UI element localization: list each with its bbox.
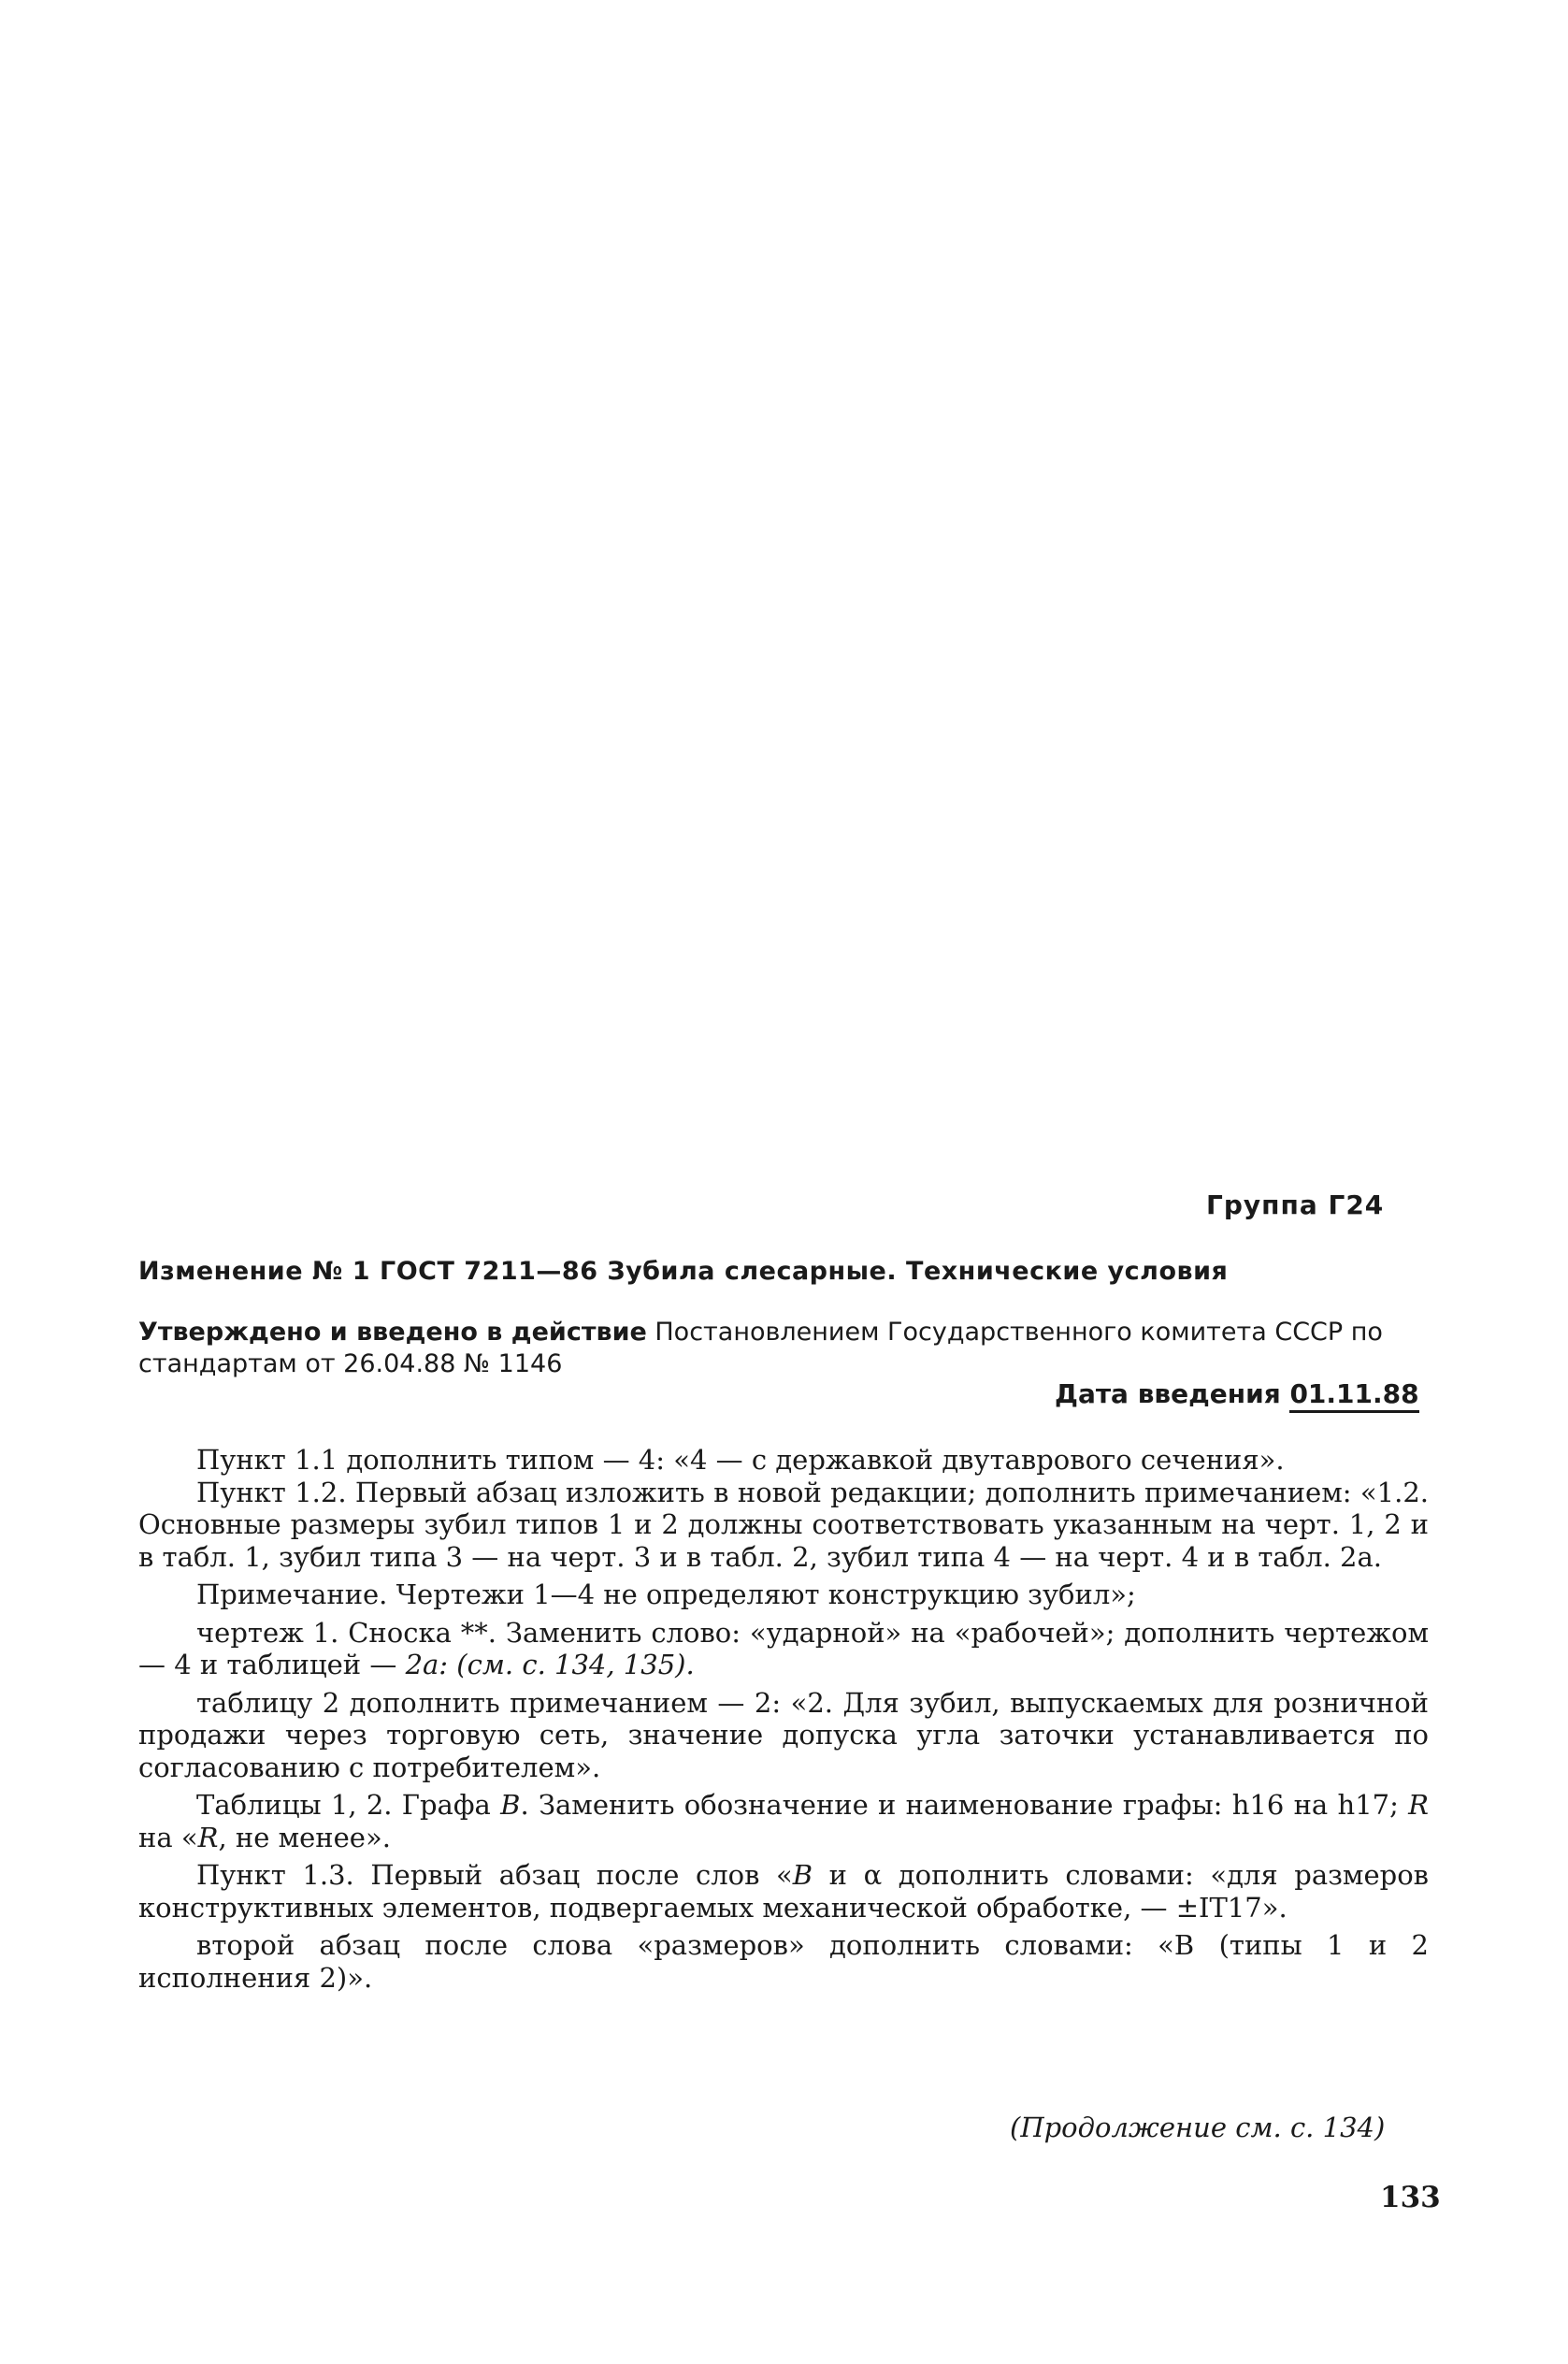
paragraph-6-c: . Заменить обозначение и наименование графы: h16 на h17; xyxy=(520,1789,1409,1821)
paragraph-8: второй абзац после слова «размеров» дополнить словами: «В (типы 1 и 2 исполнения 2)». xyxy=(138,1929,1429,1994)
paragraph-6-b: В xyxy=(500,1789,521,1821)
paragraph-3: Примечание. Чертежи 1—4 не определяют конструкцию зубил»; xyxy=(196,1578,1136,1610)
paragraph-2: Пункт 1.2. Первый абзац изложить в новой редакции; дополнить примечанием: «1.2. Основные размеры зубил типов 1 и 2 должны соответствовать указанным на черт. 1, 2 и в табл. 1, зубил типа 3 — на черт. 3 и в табл. 2, зубил типа 4 — на черт. 4 и в табл. 2а. xyxy=(138,1476,1429,1573)
paragraph-6-e: на « xyxy=(138,1821,198,1853)
paragraph-6 xyxy=(138,1789,1429,1853)
paragraph-4-text: чертеж 1. Сноска **. Заменить слово: «ударной» на «рабочей»; дополнить чертежом — 4 и таблицей — xyxy=(138,1616,1429,1680)
approval-statement xyxy=(138,1317,1429,1380)
paragraph-7-b: В xyxy=(792,1859,813,1891)
paragraph-7-c: и α дополнить словами: «для размеров конструктивных элементов, подвергаемых механической обработке, — ±IT17». xyxy=(138,1859,1429,1924)
paragraph-5: таблицу 2 дополнить примечанием — 2: «2. Для зубил, выпускаемых для розничной продажи через торговую сеть, значение допуска угла заточки устанавливается по согласованию с потребителем». xyxy=(138,1686,1429,1783)
approval-prefix: Утверждено и введено в действие xyxy=(138,1318,647,1347)
continued-note: (Продолжение см. с. 134) xyxy=(1010,2112,1386,2143)
paragraph-7-a: Пункт 1.3. Первый абзац после слов « xyxy=(196,1859,793,1891)
intro-date-value: 01.11.88 xyxy=(1289,1378,1418,1413)
paragraph-7 xyxy=(138,1859,1429,1924)
change-title: Изменение № 1 ГОСТ 7211—86 Зубила слесарные. Технические условия xyxy=(138,1257,1229,1286)
page-number: 133 xyxy=(1380,2181,1441,2214)
group-code: Группа Г24 xyxy=(1206,1189,1385,1220)
paragraph-1: Пункт 1.1 дополнить типом — 4: «4 — с державкой двутаврового сечения». xyxy=(196,1444,1285,1476)
paragraph-6-a: Таблицы 1, 2. Графа xyxy=(196,1789,501,1821)
intro-date-label: Дата введения xyxy=(1055,1378,1290,1409)
intro-date xyxy=(1055,1378,1419,1409)
paragraph-4 xyxy=(138,1617,1429,1681)
paragraph-6-f: R xyxy=(197,1821,219,1853)
paragraph-4-reference: 2а: (см. с. 134, 135). xyxy=(405,1649,695,1680)
document-body xyxy=(138,1444,1429,1999)
paragraph-6-g: , не менее». xyxy=(218,1821,391,1853)
paragraph-6-d: R xyxy=(1408,1789,1429,1821)
approval-rest: Постановлением Государственного комитета СССР по стандартам от 26.04.88 № 1146 xyxy=(138,1318,1383,1378)
